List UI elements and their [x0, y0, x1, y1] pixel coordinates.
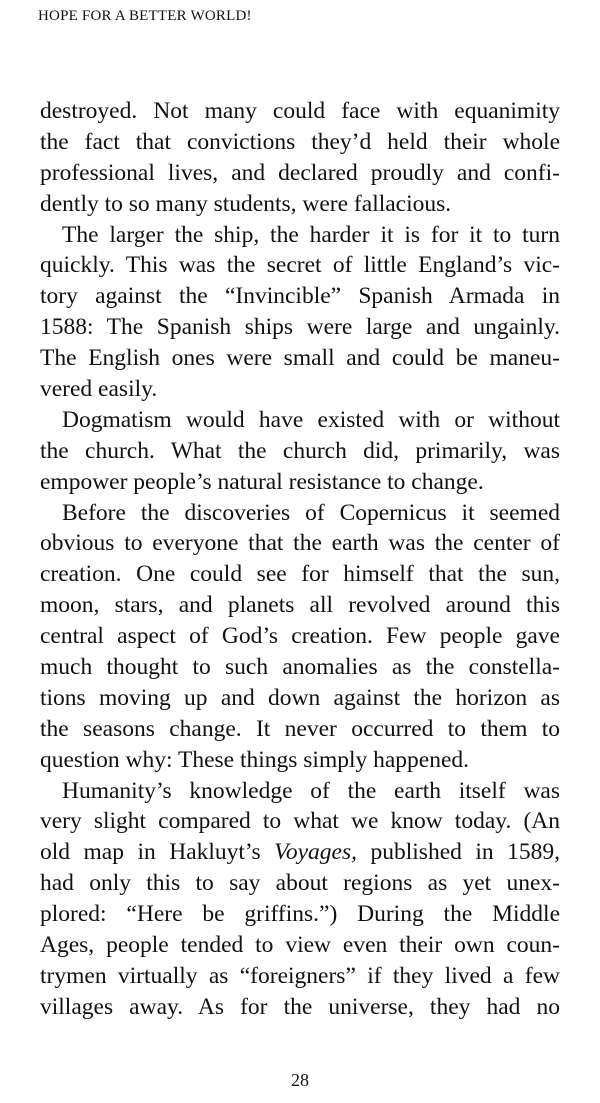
text-line: Ages, people tended to view even their own coun-	[40, 932, 560, 959]
text-line: the church. What the church did, primarily, was	[40, 437, 560, 464]
italic-title: Voyages,	[274, 839, 357, 866]
text-line: The English ones were small and could be maneu-	[40, 345, 560, 372]
text-line: obvious to everyone that the earth was the center of	[40, 530, 560, 557]
text-line: 1588: The Spanish ships were large and ungainly.	[40, 314, 560, 341]
text-line: destroyed. Not many could face with equanimity	[40, 98, 560, 124]
text-line: dently to so many students, were fallacious.	[40, 190, 452, 217]
text-line: trymen virtually as “foreigners” if they lived a few	[40, 962, 560, 989]
text-line: Dogmatism would have existed with or without	[62, 406, 560, 433]
text-line: vered easily.	[40, 376, 158, 403]
text-run: published in 1589,	[357, 839, 560, 866]
text-line: professional lives, and declared proudly and confi-	[40, 159, 560, 186]
text-line: central aspect of God’s creation. Few people gave	[40, 623, 560, 650]
text-line: tory against the “Invincible” Spanish Armada in	[40, 283, 560, 310]
text-line: empower people’s natural resistance to change.	[40, 468, 484, 495]
text-line: plored: “Here be griffins.”) During the Middle	[40, 901, 560, 928]
text-line: creation. One could see for himself that the sun,	[40, 561, 560, 588]
text-line: had only this to say about regions as yet unex-	[40, 870, 560, 897]
text-line	[40, 837, 560, 868]
text-line: quickly. This was the secret of little England’s vic-	[40, 252, 560, 279]
text-line: moon, stars, and planets all revolved around this	[40, 592, 560, 619]
text-run: old map in Hakluyt’s	[40, 839, 275, 866]
body-text	[40, 96, 560, 1023]
text-line: very slight compared to what we know today. (An	[40, 808, 560, 835]
text-line: the seasons change. It never occurred to them to	[40, 715, 560, 742]
text-line: villages away. As for the universe, they had no	[40, 993, 560, 1020]
text-line: Humanity’s knowledge of the earth itself was	[62, 777, 560, 804]
text-line: The larger the ship, the harder it is for it to turn	[62, 221, 560, 248]
text-line: much thought to such anomalies as the constella-	[40, 654, 560, 681]
text-line: question why: These things simply happened.	[40, 746, 470, 773]
running-head: HOPE FOR A BETTER WORLD!	[38, 8, 252, 24]
page-number: 28	[291, 1070, 309, 1090]
text-line: tions moving up and down against the horizon as	[40, 684, 560, 711]
text-line: the fact that convictions they’d held their whole	[40, 128, 560, 155]
text-line: Before the discoveries of Copernicus it seemed	[62, 499, 560, 526]
